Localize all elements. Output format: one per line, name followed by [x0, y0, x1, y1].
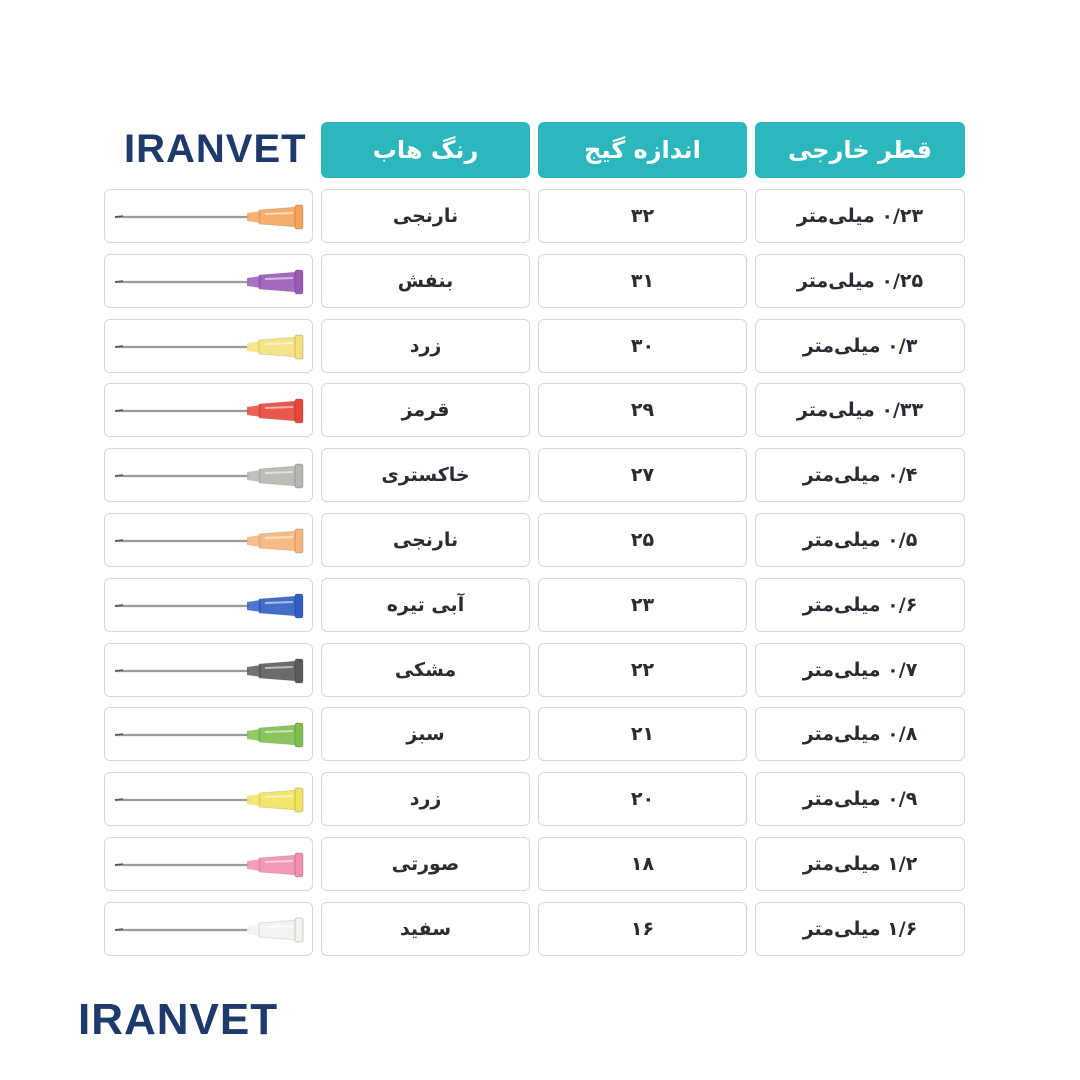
needle-image-cell	[104, 254, 313, 308]
header-hub-color: رنگ هاب	[321, 122, 530, 178]
gauge-cell: ۱۶	[538, 902, 747, 956]
diameter-cell: ۱/۶ میلی‌متر	[755, 902, 965, 956]
needle-yellow-icon	[109, 779, 309, 819]
needle-red-icon	[109, 390, 309, 430]
needle-purple-icon	[109, 261, 309, 301]
hub-color-cell: نارنجی	[321, 189, 530, 243]
brand-logo-text: IRANVET	[78, 995, 279, 1044]
brand-logo-bottom	[78, 996, 278, 1044]
needle-white-icon	[109, 909, 309, 949]
needle-image-cell	[104, 902, 313, 956]
diameter-cell: ۰/۷ میلی‌متر	[755, 643, 965, 697]
diameter-cell: ۰/۲۵ میلی‌متر	[755, 254, 965, 308]
needle-orange-icon	[109, 196, 309, 236]
hub-color-cell: سفید	[321, 902, 530, 956]
brand-logo-top	[124, 128, 307, 170]
needle-image-cell	[104, 383, 313, 437]
needle-image-cell	[104, 448, 313, 502]
diameter-cell: ۰/۳۳ میلی‌متر	[755, 383, 965, 437]
gauge-cell: ۱۸	[538, 837, 747, 891]
needle-dark-blue-icon	[109, 585, 309, 625]
header-outer-diameter: قطر خارجی	[755, 122, 965, 178]
hub-color-cell: نارنجی	[321, 513, 530, 567]
diameter-cell: ۰/۶ میلی‌متر	[755, 578, 965, 632]
needle-pink-icon	[109, 844, 309, 884]
hub-color-cell: سبز	[321, 707, 530, 761]
gauge-cell: ۲۳	[538, 578, 747, 632]
diameter-cell: ۰/۲۳ میلی‌متر	[755, 189, 965, 243]
needle-image-cell	[104, 643, 313, 697]
needle-image-cell	[104, 707, 313, 761]
hub-color-cell: زرد	[321, 319, 530, 373]
needle-image-cell	[104, 837, 313, 891]
gauge-cell: ۲۹	[538, 383, 747, 437]
diameter-cell: ۰/۹ میلی‌متر	[755, 772, 965, 826]
hub-color-cell: صورتی	[321, 837, 530, 891]
gauge-cell: ۳۲	[538, 189, 747, 243]
gauge-cell: ۲۰	[538, 772, 747, 826]
gauge-cell: ۲۵	[538, 513, 747, 567]
needle-image-cell	[104, 189, 313, 243]
header-gauge-size: اندازه گیج	[538, 122, 747, 178]
hub-color-cell: بنفش	[321, 254, 530, 308]
needle-green-icon	[109, 714, 309, 754]
needle-image-cell	[104, 772, 313, 826]
gauge-cell: ۲۲	[538, 643, 747, 697]
gauge-cell: ۲۱	[538, 707, 747, 761]
needle-image-cell	[104, 578, 313, 632]
gauge-cell: ۳۱	[538, 254, 747, 308]
needle-gray-icon	[109, 455, 309, 495]
needle-orange-icon	[109, 520, 309, 560]
needle-black-icon	[109, 650, 309, 690]
hub-color-cell: قرمز	[321, 383, 530, 437]
hub-color-cell: آبی تیره	[321, 578, 530, 632]
hub-color-cell: زرد	[321, 772, 530, 826]
diameter-cell: ۰/۸ میلی‌متر	[755, 707, 965, 761]
diameter-cell: ۱/۲ میلی‌متر	[755, 837, 965, 891]
gauge-cell: ۲۷	[538, 448, 747, 502]
diameter-cell: ۰/۵ میلی‌متر	[755, 513, 965, 567]
needle-image-cell	[104, 513, 313, 567]
hub-color-cell: خاکستری	[321, 448, 530, 502]
gauge-cell: ۳۰	[538, 319, 747, 373]
needle-yellow-icon	[109, 326, 309, 366]
diameter-cell: ۰/۳ میلی‌متر	[755, 319, 965, 373]
diameter-cell: ۰/۴ میلی‌متر	[755, 448, 965, 502]
hub-color-cell: مشکی	[321, 643, 530, 697]
needle-image-cell	[104, 319, 313, 373]
brand-logo-text: IRANVET	[124, 126, 307, 171]
